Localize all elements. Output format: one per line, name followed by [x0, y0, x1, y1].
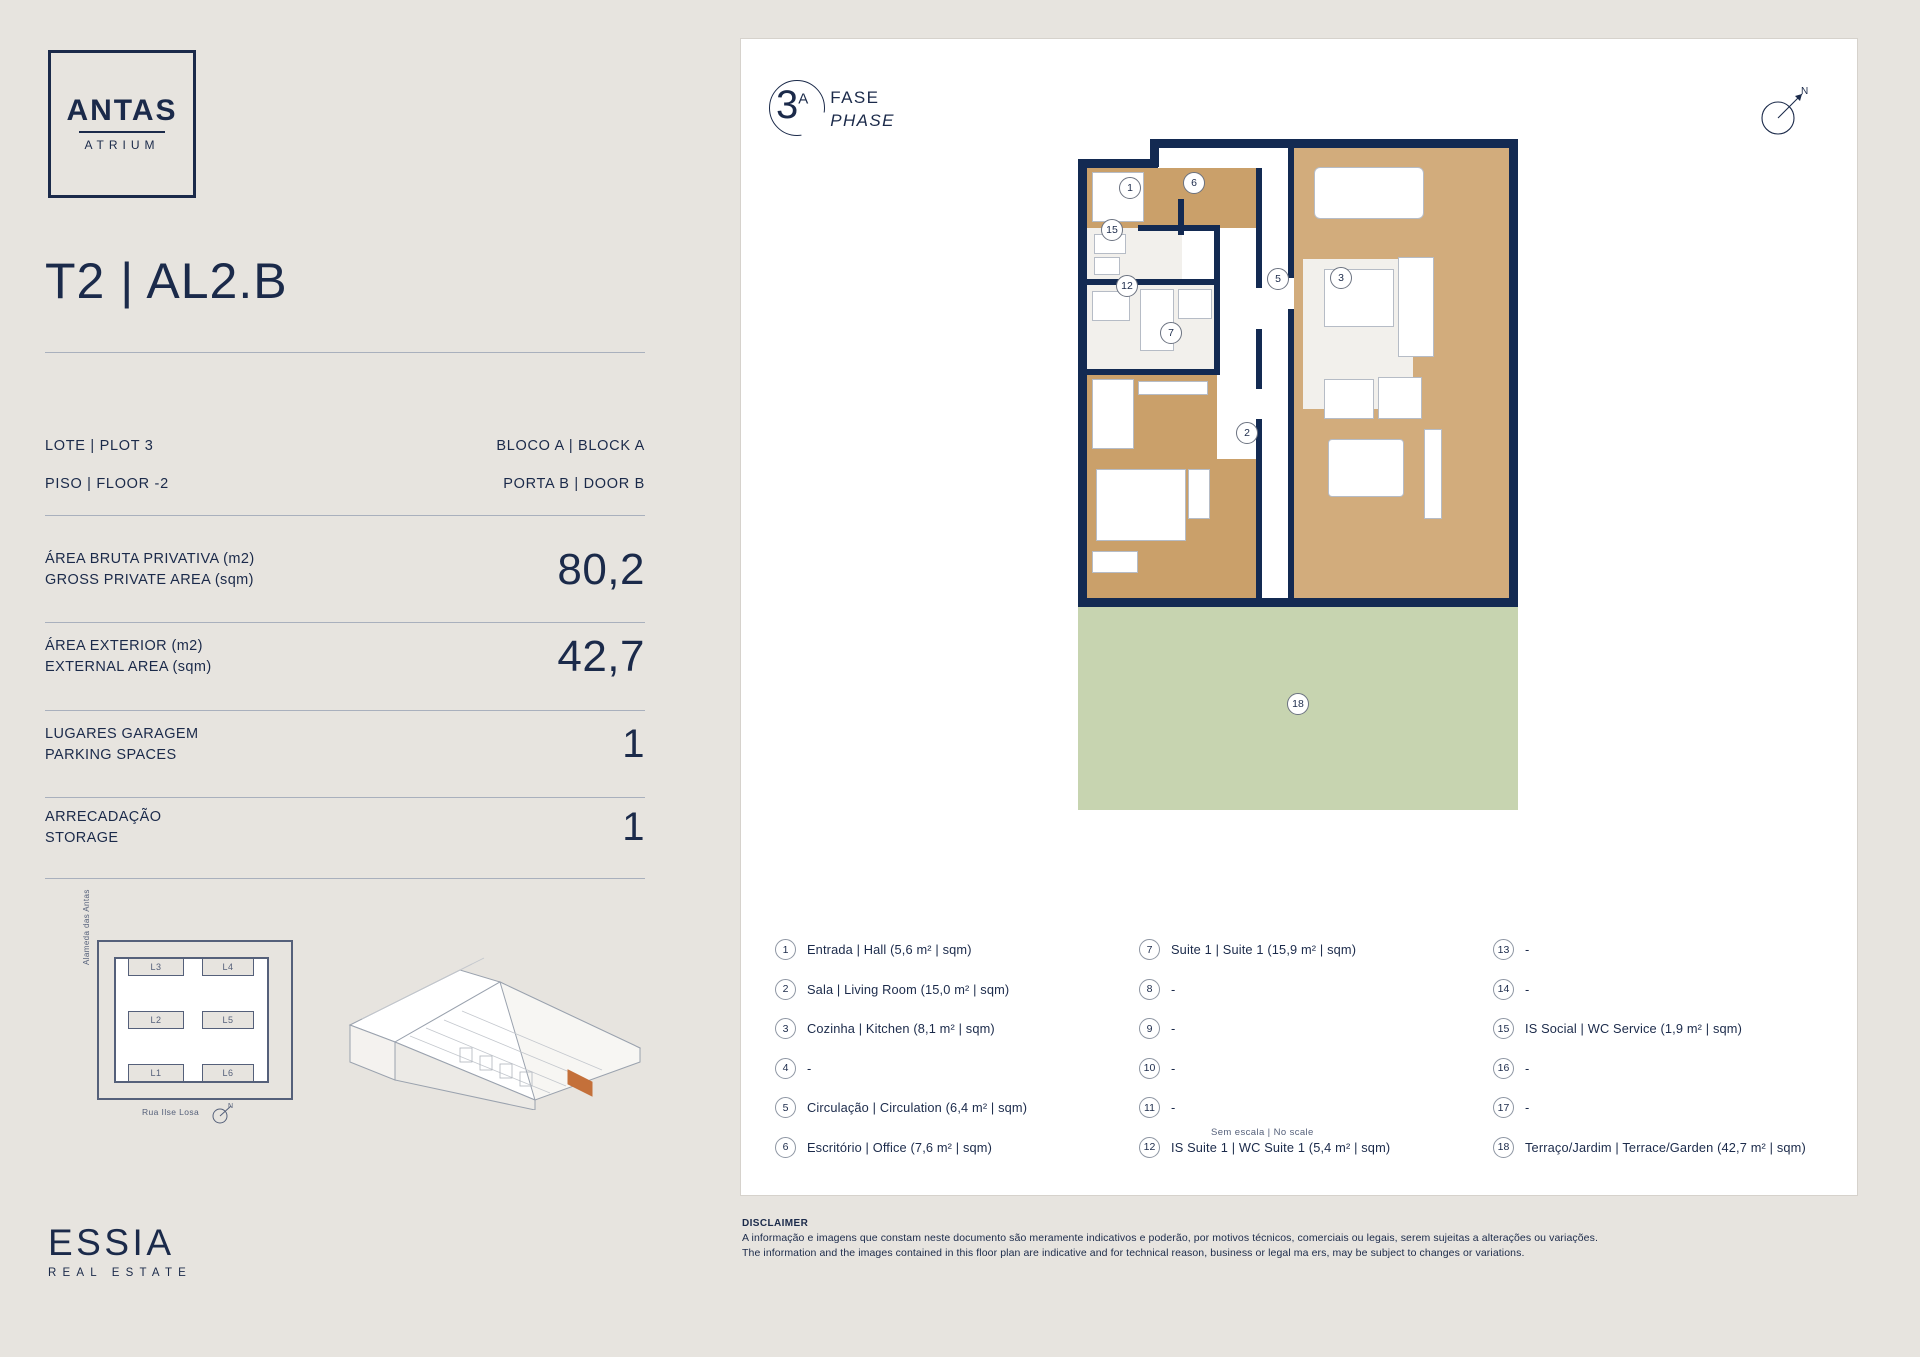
stat-label-en: EXTERNAL AREA (sqm) — [45, 659, 212, 675]
legend-label: Circulação | Circulation (6,4 m² | sqm) — [807, 1100, 1028, 1115]
legend-label: - — [1171, 1021, 1176, 1036]
phase-ordinal: A — [798, 90, 809, 108]
svg-text:N: N — [228, 1103, 234, 1110]
site-lot-l3: L3 — [128, 958, 184, 976]
plan-tag-6: 6 — [1183, 172, 1205, 194]
page-title: T2 | AL2.B — [45, 253, 288, 309]
plan-tag-7: 7 — [1160, 322, 1182, 344]
street-name-vertical: Alameda das Antas — [82, 889, 91, 965]
phase-indicator — [776, 83, 895, 133]
legend-item — [1139, 939, 1390, 960]
legend-label: IS Social | WC Service (1,9 m² | sqm) — [1525, 1021, 1742, 1036]
legend-label: Sala | Living Room (15,0 m² | sqm) — [807, 981, 1010, 997]
legend-number: 13 — [1493, 939, 1514, 960]
divider-stat-3 — [45, 797, 645, 798]
site-lot-l2: L2 — [128, 1011, 184, 1029]
logo-secondary-text: ATRIUM — [84, 138, 160, 152]
legend-item — [1493, 1018, 1806, 1039]
door-label: PORTA B | DOOR B — [503, 476, 645, 492]
floor-label: PISO | FLOOR -2 — [45, 476, 169, 492]
plan-tag-1: 1 — [1119, 177, 1141, 199]
stat-value: 1 — [622, 805, 645, 849]
legend-label: - — [1525, 1060, 1530, 1076]
legend-number: 17 — [1493, 1097, 1514, 1118]
stat-storage — [45, 805, 645, 850]
legend-label: - — [1171, 1100, 1176, 1115]
compass-icon — [1757, 85, 1811, 139]
legend-item — [1139, 1058, 1390, 1079]
stat-label-pt: ARRECADAÇÃO — [45, 808, 162, 825]
company-footer — [48, 1222, 192, 1279]
legend-number: 5 — [775, 1097, 796, 1118]
stat-value: 1 — [622, 722, 645, 766]
plan-tag-12: 12 — [1116, 275, 1138, 297]
disclaimer-text-en: The information and the images contained in this floor plan are indicative and for technical reason, business or legal ma ers, may be subject to changes or variations. — [742, 1247, 1525, 1259]
phase-label-pt: FASE — [830, 88, 880, 107]
legend-label: Entrada | Hall (5,6 m² | sqm) — [807, 942, 972, 957]
divider-stat-4 — [45, 878, 645, 879]
legend-item — [775, 1097, 1027, 1118]
legend-label: Terraço/Jardim | Terrace/Garden (42,7 m² | sqm) — [1525, 1139, 1806, 1155]
legend-column-3 — [1493, 939, 1806, 1176]
stat-label-pt: ÁREA BRUTA PRIVATIVA (m2) — [45, 551, 255, 568]
stat-label-en: GROSS PRIVATE AREA (sqm) — [45, 572, 254, 588]
legend-number: 7 — [1139, 939, 1160, 960]
legend-item — [1493, 1058, 1806, 1079]
legend-number: 10 — [1139, 1058, 1160, 1079]
building-3d-illustration — [340, 930, 670, 1110]
plot-label: LOTE | PLOT 3 — [45, 438, 154, 454]
site-plan-block — [114, 957, 269, 1083]
legend-item — [1139, 979, 1390, 1000]
legend-item — [1493, 1097, 1806, 1118]
legend-label: IS Suite 1 | WC Suite 1 (5,4 m² | sqm) — [1171, 1139, 1391, 1155]
plan-panel — [740, 38, 1858, 1196]
divider-title — [45, 352, 645, 353]
legend-item — [775, 979, 1027, 1000]
meta-row-floor — [45, 476, 645, 492]
divider-stat-2 — [45, 710, 645, 711]
north-arrow-icon — [212, 1103, 234, 1125]
site-lot-l4: L4 — [202, 958, 254, 976]
stat-value: 42,7 — [557, 632, 645, 681]
plan-tag-3: 3 — [1330, 267, 1352, 289]
compass-north-label: N — [1801, 86, 1809, 97]
logo-divider — [79, 131, 165, 133]
disclaimer-text-pt: A informação e imagens que constam neste documento são meramente indicativos e poderão, por motivos técnicos, comerciais ou legais, serem sujeitas a alterações ou variações. — [742, 1232, 1598, 1244]
legend-number: 12 — [1139, 1137, 1160, 1158]
legend-item — [1493, 1137, 1806, 1158]
legend-number: 14 — [1493, 979, 1514, 1000]
apartment-walls — [1078, 139, 1518, 607]
plan-tag-18: 18 — [1287, 693, 1309, 715]
site-lot-l1: L1 — [128, 1064, 184, 1082]
company-tagline: REAL ESTATE — [48, 1267, 193, 1279]
antas-atrium-logo — [48, 50, 196, 198]
legend-label: - — [1171, 981, 1176, 997]
legend-number: 16 — [1493, 1058, 1514, 1079]
info-panel — [0, 0, 740, 1357]
legend-number: 6 — [775, 1137, 796, 1158]
legend-label: - — [1525, 981, 1530, 997]
company-name: ESSIA — [48, 1222, 175, 1263]
site-lot-l6: L6 — [202, 1064, 254, 1082]
legend-number: 11 — [1139, 1097, 1160, 1118]
legend-number: 9 — [1139, 1018, 1160, 1039]
legend-number: 1 — [775, 939, 796, 960]
stat-gross-private-area — [45, 545, 645, 595]
divider-meta — [45, 515, 645, 516]
legend-number: 2 — [775, 979, 796, 1000]
disclaimer-block — [742, 1218, 1862, 1259]
plan-tag-2: 2 — [1236, 422, 1258, 444]
legend-label: - — [1525, 942, 1530, 957]
legend-label: - — [1525, 1100, 1530, 1115]
block-label: BLOCO A | BLOCK A — [496, 438, 645, 454]
stat-parking-spaces — [45, 722, 645, 767]
meta-row-plot — [45, 438, 645, 454]
legend-item — [775, 939, 1027, 960]
plan-tag-5: 5 — [1267, 268, 1289, 290]
legend-column-2 — [1139, 939, 1390, 1176]
plan-tag-15: 15 — [1101, 219, 1123, 241]
street-name-horizontal: Rua Ilse Losa — [142, 1107, 200, 1117]
legend-number: 4 — [775, 1058, 796, 1079]
divider-stat-1 — [45, 622, 645, 623]
phase-circle-icon — [769, 80, 825, 136]
scale-note: Sem escala | No scale — [1211, 1127, 1314, 1138]
disclaimer-title: DISCLAIMER — [742, 1218, 809, 1229]
legend-item — [1139, 1137, 1390, 1158]
legend-item — [1139, 1018, 1390, 1039]
legend-item — [775, 1018, 1027, 1039]
stat-value: 80,2 — [557, 545, 645, 594]
legend-label: Escritório | Office (7,6 m² | sqm) — [807, 1139, 993, 1155]
legend-item — [775, 1137, 1027, 1158]
legend-item — [775, 1058, 1027, 1079]
legend-item — [1493, 939, 1806, 960]
stat-label-pt: ÁREA EXTERIOR (m2) — [45, 638, 203, 655]
legend-label: - — [807, 1060, 812, 1076]
legend-number: 8 — [1139, 979, 1160, 1000]
legend-number: 15 — [1493, 1018, 1514, 1039]
legend-label: Suite 1 | Suite 1 (15,9 m² | sqm) — [1171, 942, 1357, 957]
legend-item — [1139, 1097, 1390, 1118]
logo-primary-text: ANTAS — [66, 94, 178, 127]
phase-label-en: PHASE — [830, 110, 895, 130]
stat-label-en: PARKING SPACES — [45, 746, 177, 763]
stat-label-pt: LUGARES GARAGEM — [45, 725, 199, 742]
legend-number: 3 — [775, 1018, 796, 1039]
legend-label: Cozinha | Kitchen (8,1 m² | sqm) — [807, 1021, 995, 1036]
stat-external-area — [45, 632, 645, 682]
floor-plan-drawing — [1053, 139, 1543, 849]
site-plan-map — [72, 889, 302, 1125]
legend-label: - — [1171, 1060, 1176, 1076]
phase-number-value: 3 — [776, 83, 799, 127]
stat-label-en: STORAGE — [45, 829, 119, 846]
site-lot-l5: L5 — [202, 1011, 254, 1029]
legend-column-1 — [775, 939, 1027, 1176]
legend-number: 18 — [1493, 1137, 1514, 1158]
legend-item — [1493, 979, 1806, 1000]
